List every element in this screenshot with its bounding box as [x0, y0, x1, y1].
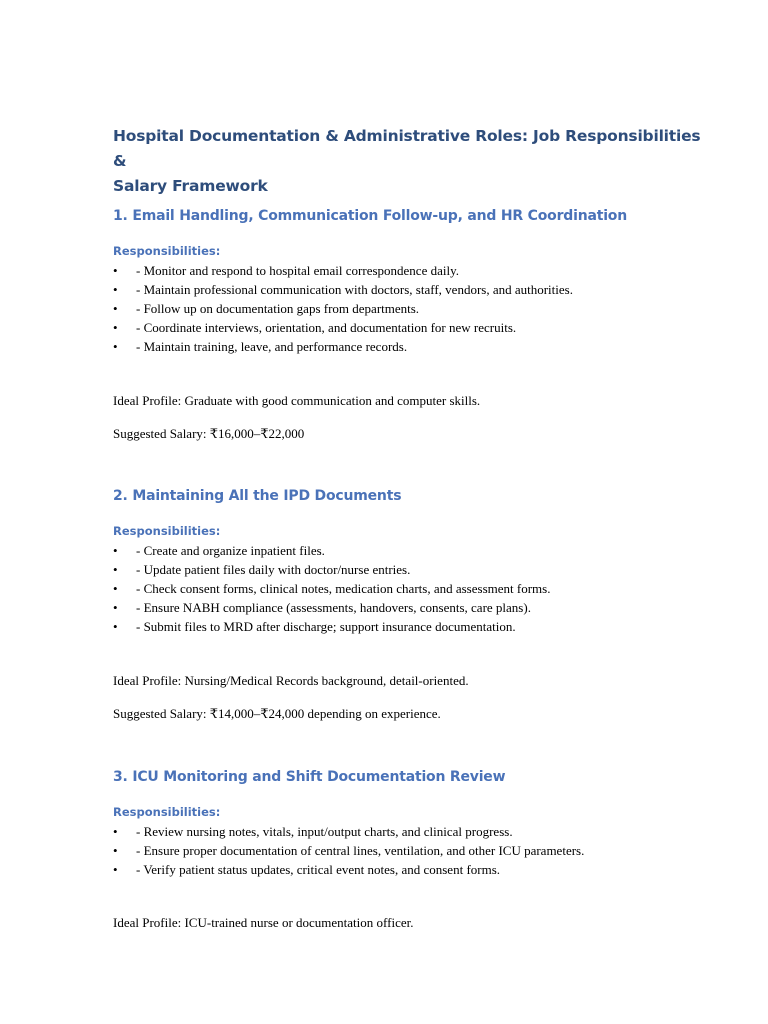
section-ipd-documents: [113, 486, 713, 721]
ideal-profile: Ideal Profile: Nursing/Medical Records background, detail-oriented.: [113, 673, 469, 688]
list-item-text: - Maintain professional communication with doctors, staff, vendors, and authorities.: [136, 282, 573, 297]
list-item-text: - Ensure proper documentation of central lines, ventilation, and other ICU parameters.: [136, 843, 585, 858]
list-item: [113, 560, 713, 579]
list-item: [113, 860, 713, 879]
list-item: [113, 261, 713, 280]
list-item: [113, 299, 713, 318]
document-title-line-2: Salary Framework: [113, 177, 268, 195]
list-item: [113, 841, 713, 860]
list-item-text: - Maintain training, leave, and performance records.: [136, 339, 408, 354]
suggested-salary: Suggested Salary: ₹14,000–₹24,000 depending on experience.: [113, 706, 441, 721]
document-page: [113, 124, 713, 930]
suggested-salary: Suggested Salary: ₹16,000–₹22,000: [113, 426, 305, 441]
list-item-text: - Ensure NABH compliance (assessments, handovers, consents, care plans).: [136, 600, 531, 615]
list-item-text: - Review nursing notes, vitals, input/output charts, and clinical progress.: [136, 824, 513, 839]
section-heading: 3. ICU Monitoring and Shift Documentation Review: [113, 769, 506, 785]
bullet-icon: •: [113, 301, 118, 316]
list-item-text: - Submit files to MRD after discharge; support insurance documentation.: [136, 619, 516, 634]
list-item: [113, 598, 713, 617]
bullet-icon: •: [113, 581, 118, 596]
section-heading: 1. Email Handling, Communication Follow-up, and HR Coordination: [113, 208, 627, 224]
responsibilities-list: [113, 541, 713, 636]
bullet-icon: •: [113, 862, 118, 877]
list-item: [113, 318, 713, 337]
list-item: [113, 579, 713, 598]
section-email-hr: [113, 206, 713, 441]
bullet-icon: •: [113, 562, 118, 577]
list-item-text: - Monitor and respond to hospital email correspondence daily.: [136, 263, 459, 278]
responsibilities-label: Responsibilities:: [113, 524, 221, 538]
document-title: [113, 124, 713, 199]
bullet-icon: •: [113, 282, 118, 297]
document-title-line-1: Hospital Documentation & Administrative Roles: Job Responsibilities &: [113, 127, 701, 170]
bullet-icon: •: [113, 339, 118, 354]
list-item-text: - Coordinate interviews, orientation, and documentation for new recruits.: [136, 320, 517, 335]
list-item: [113, 617, 713, 636]
list-item: [113, 280, 713, 299]
list-item-text: - Update patient files daily with doctor/nurse entries.: [136, 562, 411, 577]
list-item: [113, 337, 713, 356]
list-item-text: - Create and organize inpatient files.: [136, 543, 325, 558]
list-item: [113, 822, 713, 841]
section-heading: 2. Maintaining All the IPD Documents: [113, 488, 402, 504]
responsibilities-label: Responsibilities:: [113, 244, 221, 258]
list-item-text: - Verify patient status updates, critical event notes, and consent forms.: [136, 862, 501, 877]
list-item-text: - Check consent forms, clinical notes, medication charts, and assessment forms.: [136, 581, 551, 596]
list-item-text: - Follow up on documentation gaps from departments.: [136, 301, 420, 316]
bullet-icon: •: [113, 320, 118, 335]
bullet-icon: •: [113, 843, 118, 858]
bullet-icon: •: [113, 824, 118, 839]
responsibilities-label: Responsibilities:: [113, 805, 221, 819]
bullet-icon: •: [113, 543, 118, 558]
list-item: [113, 541, 713, 560]
ideal-profile: Ideal Profile: ICU-trained nurse or documentation officer.: [113, 915, 414, 930]
responsibilities-list: [113, 822, 713, 879]
bullet-icon: •: [113, 600, 118, 615]
responsibilities-list: [113, 261, 713, 356]
section-icu-monitoring: [113, 767, 713, 930]
bullet-icon: •: [113, 263, 118, 278]
bullet-icon: •: [113, 619, 118, 634]
ideal-profile: Ideal Profile: Graduate with good communication and computer skills.: [113, 393, 481, 408]
